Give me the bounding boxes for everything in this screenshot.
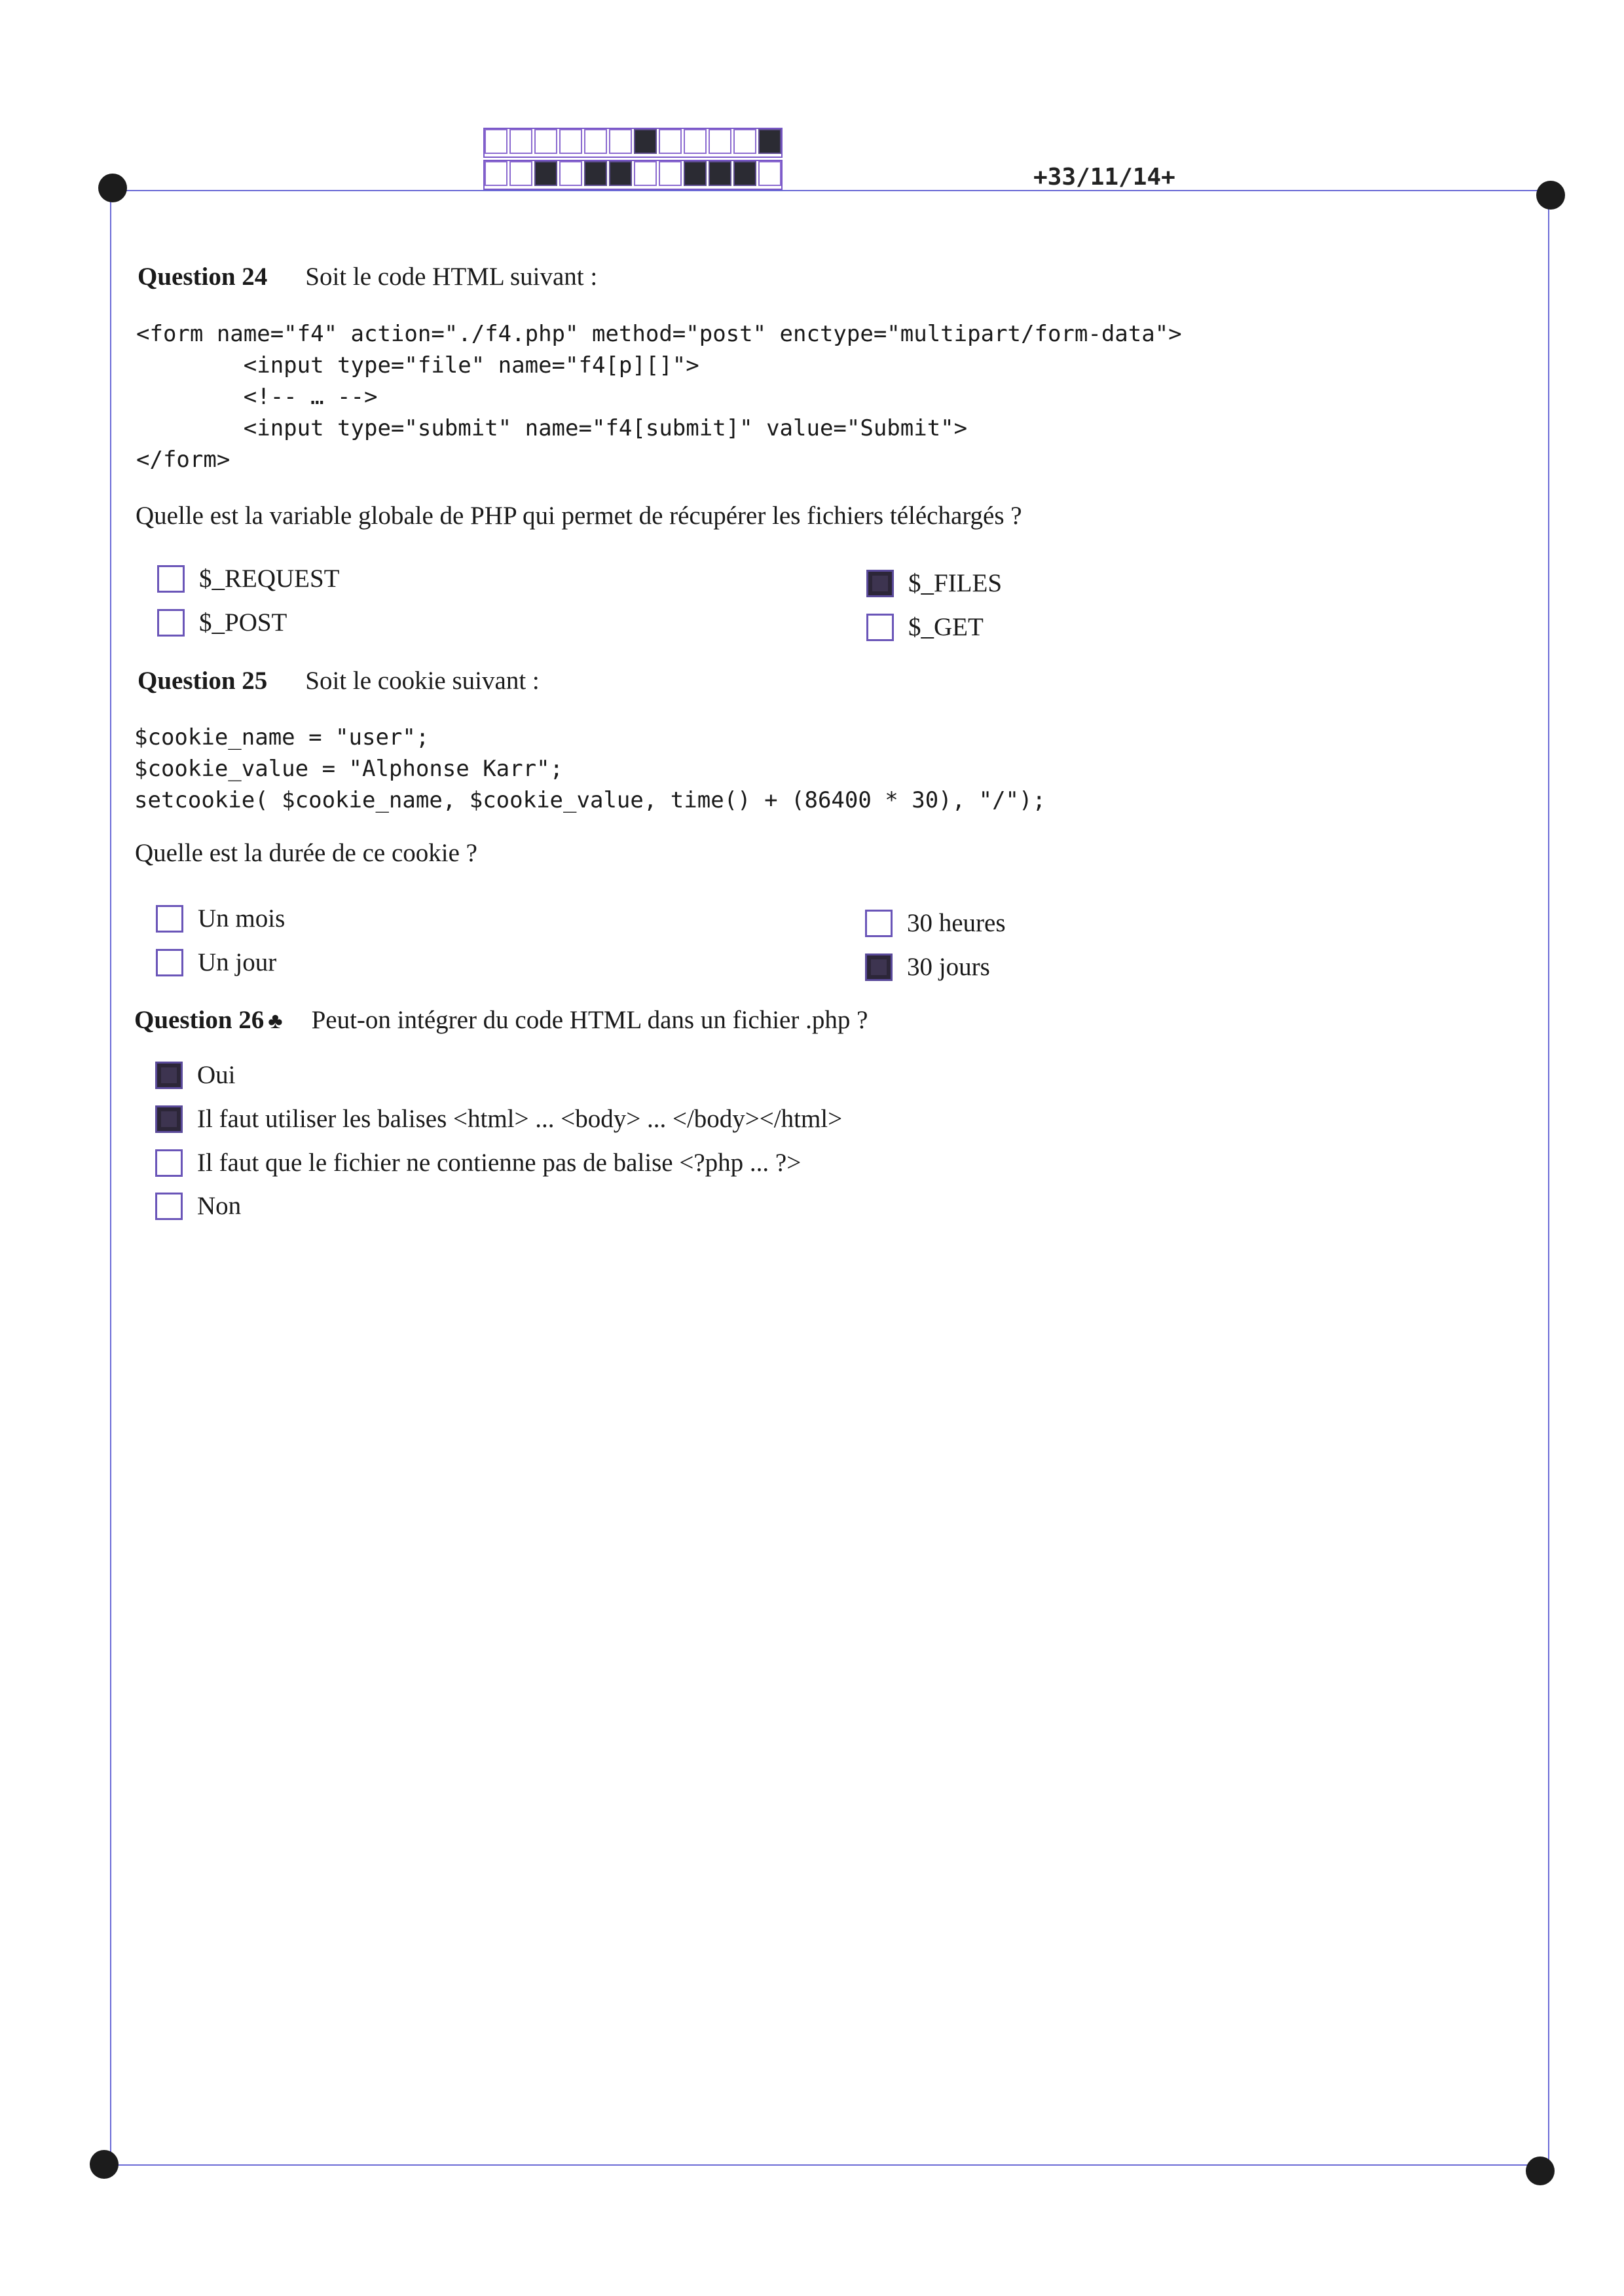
choice-label: Il faut que le fichier ne contienne pas de balise <?php ... ?> (197, 1149, 802, 1177)
question-intro: Soit le cookie suivant : (305, 667, 540, 695)
choice-balises-html[interactable] (155, 1104, 842, 1134)
checkbox[interactable] (155, 1193, 183, 1220)
choice-label: $_POST (199, 608, 287, 637)
question-25-header (138, 666, 540, 695)
choice-30-jours[interactable] (865, 952, 990, 982)
barcode-cell (559, 161, 582, 186)
page-code: +33/11/14+ (1033, 164, 1175, 191)
choice-post[interactable] (157, 608, 287, 637)
checkbox[interactable] (865, 954, 893, 981)
question-25-code (134, 722, 1046, 816)
checkbox[interactable] (156, 905, 183, 933)
barcode-cell (659, 129, 682, 154)
barcode-cell (559, 129, 582, 154)
barcode-cell (584, 129, 607, 154)
frame-bottom-line (103, 2164, 1542, 2166)
code-line: setcookie( $cookie_name, $cookie_value, time() + (86400 * 30), "/"); (134, 787, 1046, 813)
choice-30-heures[interactable] (865, 908, 1006, 938)
choice-oui[interactable] (155, 1060, 236, 1090)
barcode-cell (584, 161, 607, 186)
code-line: <form name="f4" action="./f4.php" method="post" enctype="multipart/form-data"> (136, 321, 1182, 347)
question-intro: Peut-on intégrer du code HTML dans un fichier .php ? (311, 1006, 868, 1034)
choice-files[interactable] (866, 568, 1002, 598)
barcode-cell (733, 129, 756, 154)
club-icon: ♣ (268, 1009, 283, 1033)
barcode-cell (534, 161, 557, 186)
choice-request[interactable] (157, 564, 340, 593)
barcode-cell (758, 129, 781, 154)
checkbox[interactable] (155, 1105, 183, 1133)
choice-un-mois[interactable] (156, 904, 285, 933)
choice-label: Il faut utiliser les balises <html> ... <body> ... </body></html> (197, 1105, 843, 1133)
barcode-cell (709, 161, 731, 186)
corner-mark-bottom-right (1526, 2157, 1555, 2185)
choice-label: $_REQUEST (199, 565, 340, 593)
question-label: Question 24 (138, 263, 268, 291)
choice-label: Non (197, 1192, 242, 1220)
choice-label: 30 heures (907, 909, 1006, 937)
barcode-row-1 (483, 128, 783, 158)
choice-sans-balise-php[interactable] (155, 1148, 801, 1177)
barcode-cell (485, 129, 507, 154)
checkbox[interactable] (865, 910, 893, 937)
choice-label: Oui (197, 1061, 236, 1089)
question-24-code (136, 318, 1182, 475)
frame-right-line (1548, 196, 1549, 2164)
checkbox[interactable] (157, 609, 185, 637)
choice-un-jour[interactable] (156, 948, 276, 977)
choice-label: 30 jours (907, 953, 990, 981)
barcode-cell (534, 129, 557, 154)
choice-label: $_FILES (908, 569, 1003, 597)
choice-non[interactable] (155, 1191, 241, 1221)
checkbox[interactable] (157, 565, 185, 593)
corner-mark-top-right (1536, 181, 1565, 210)
barcode-cell (634, 129, 657, 154)
barcode-cell (509, 161, 532, 186)
code-line: $cookie_value = "Alphonse Karr"; (134, 756, 564, 782)
barcode-cell (684, 129, 707, 154)
code-line: <!-- … --> (136, 384, 378, 410)
question-24-header (138, 262, 597, 291)
checkbox[interactable] (155, 1149, 183, 1177)
question-label: Question 26 (134, 1006, 265, 1034)
question-label: Question 25 (138, 667, 268, 695)
choice-label: Un mois (198, 904, 286, 933)
barcode-cell (709, 129, 731, 154)
question-26-header (134, 1005, 868, 1035)
barcode-cell (634, 161, 657, 186)
code-line: </form> (136, 447, 231, 473)
choice-label: Un jour (198, 948, 277, 976)
barcode-cell (684, 161, 707, 186)
choice-get[interactable] (866, 612, 984, 642)
choice-label: $_GET (908, 613, 984, 641)
barcode-cell (509, 129, 532, 154)
checkbox[interactable] (155, 1062, 183, 1089)
barcode-cell (609, 161, 632, 186)
question-25-prompt: Quelle est la durée de ce cookie ? (135, 839, 477, 867)
barcode-cell (659, 161, 682, 186)
barcode-row-2 (483, 160, 783, 190)
corner-mark-top-left (98, 174, 127, 202)
barcode-cell (485, 161, 507, 186)
barcode-cell (609, 129, 632, 154)
corner-mark-bottom-left (90, 2150, 119, 2179)
question-intro: Soit le code HTML suivant : (305, 263, 598, 291)
barcode-cell (733, 161, 756, 186)
checkbox[interactable] (156, 949, 183, 976)
barcode-cell (758, 161, 781, 186)
checkbox[interactable] (866, 614, 894, 641)
code-line: <input type="file" name="f4[p][]"> (136, 352, 699, 379)
checkbox[interactable] (866, 570, 894, 597)
frame-top-line (113, 190, 1550, 191)
frame-left-line (110, 190, 111, 2164)
code-line: $cookie_name = "user"; (134, 724, 430, 750)
code-line: <input type="submit" name="f4[submit]" value="Submit"> (136, 415, 968, 441)
question-24-prompt: Quelle est la variable globale de PHP qui permet de récupérer les fichiers téléchargés ? (136, 502, 1022, 530)
